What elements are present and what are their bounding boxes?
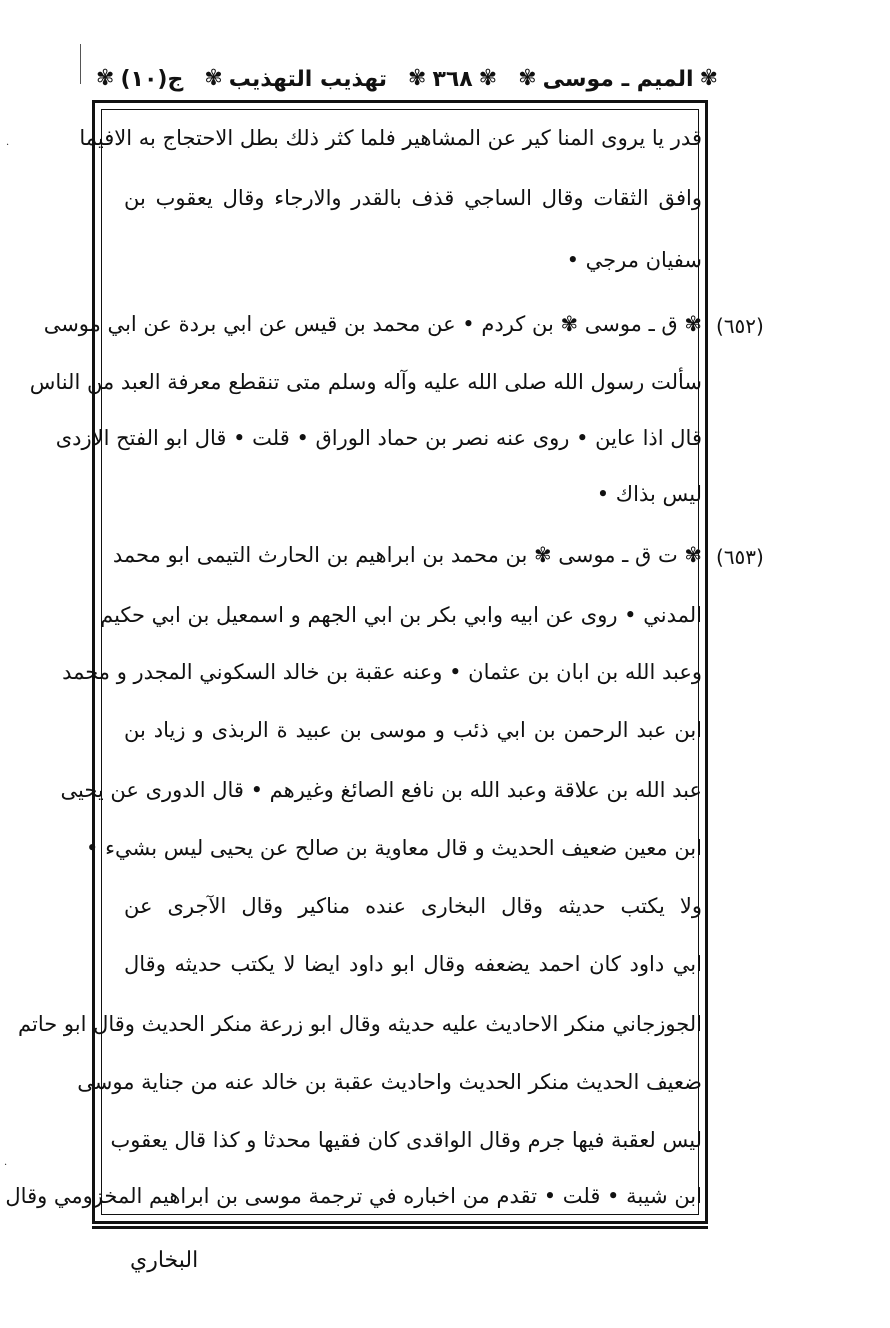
header-margin-rule	[80, 44, 81, 84]
text-line: وافق الثقات وقال الساجي قذف بالقدر والارجاء وقال يعقوب بن	[124, 186, 702, 210]
text-line: قدر يا يروى المنا كير عن المشاهير فلما كثر ذلك بطل الاحتجاج به الافيما	[79, 126, 702, 150]
text-line: قال اذا عاين • روى عنه نصر بن حماد الوراق • قلت • قال ابو الفتح الازدى	[55, 426, 702, 450]
text-line: ابن شيبة • قلت • تقدم من اخباره في ترجمة موسى بن ابراهيم المخزومي وقال	[5, 1184, 702, 1208]
page-number: ٣٦٨	[432, 66, 473, 92]
text-line: ليس بذاك •	[596, 482, 702, 506]
text-line: سفيان مرجي •	[566, 248, 702, 272]
text-line: ولا يكتب حديثه وقال البخارى عنده مناكير وقال الآجرى عن	[124, 894, 702, 918]
text-line: سألت رسول الله صلى الله عليه وآله وسلم متى تنقطع معرفة العبد من الناس	[29, 370, 702, 394]
text-line: المدني • روى عن ابيه وابي بكر بن ابي الجهم و اسمعيل بن ابي حكيم	[100, 603, 702, 627]
ornament-icon: ✾	[478, 66, 498, 91]
text-line: عبد الله بن علاقة وعبد الله بن نافع الصائغ وغيرهم • قال الدورى عن يحيى	[60, 778, 702, 802]
ornament-icon: ✾	[408, 66, 427, 91]
text-line: ابي داود كان احمد يضعفه وقال ابو داود ايضا لا يكتب حديثه وقال	[124, 952, 702, 976]
text-line: ابن معين ضعيف الحديث و قال معاوية بن صالح عن يحيى ليس بشيء •	[86, 836, 702, 860]
catchword: البخاري	[130, 1248, 199, 1273]
text-line: ضعيف الحديث منكر الحديث واحاديث عقبة بن خالد عنه من جناية موسى	[77, 1070, 702, 1094]
margin-speck: ·	[4, 1160, 8, 1171]
text-line: وعبد الله بن ابان بن عثمان • وعنه عقبة بن خالد السكوني المجدر و محمد	[62, 660, 702, 684]
ornament-icon: ✾	[96, 66, 115, 91]
header-section	[518, 67, 718, 92]
header-book-title	[204, 67, 387, 92]
header-volume	[96, 67, 183, 92]
ornament-icon: ✾	[699, 66, 718, 91]
entry-number: (٦٥٣)	[716, 545, 764, 569]
running-header	[96, 56, 718, 102]
book-title: تهذيب التهذيب	[228, 66, 388, 92]
ornament-icon: ✾	[204, 66, 223, 91]
section-title: الميم ـ موسى	[542, 66, 694, 92]
header-page-number	[408, 67, 497, 92]
margin-speck: ·	[6, 140, 10, 151]
volume-label: ج(١٠)	[120, 66, 184, 92]
entry-number: (٦٥٢)	[716, 314, 764, 338]
frame-bottom-rule	[92, 1226, 708, 1229]
text-line: ✾ ق ـ موسى ✾ بن كردم • عن محمد بن قيس عن ابي بردة عن ابي موسى	[43, 312, 702, 336]
ornament-icon: ✾	[518, 66, 537, 91]
text-line: الجوزجاني منكر الاحاديث عليه حديثه وقال ابو زرعة منكر الحديث وقال ابو حاتم	[18, 1012, 702, 1036]
text-line: ابن عبد الرحمن بن ابي ذئب و موسى بن عبيد ة الربذى و زياد بن	[124, 718, 702, 742]
text-line: ✾ ت ق ـ موسى ✾ بن محمد بن ابراهيم بن الحارث التيمى ابو محمد	[112, 543, 702, 567]
text-line: ليس لعقبة فيها جرم وقال الواقدى كان فقيها محدثا و كذا قال يعقوب	[110, 1128, 702, 1152]
